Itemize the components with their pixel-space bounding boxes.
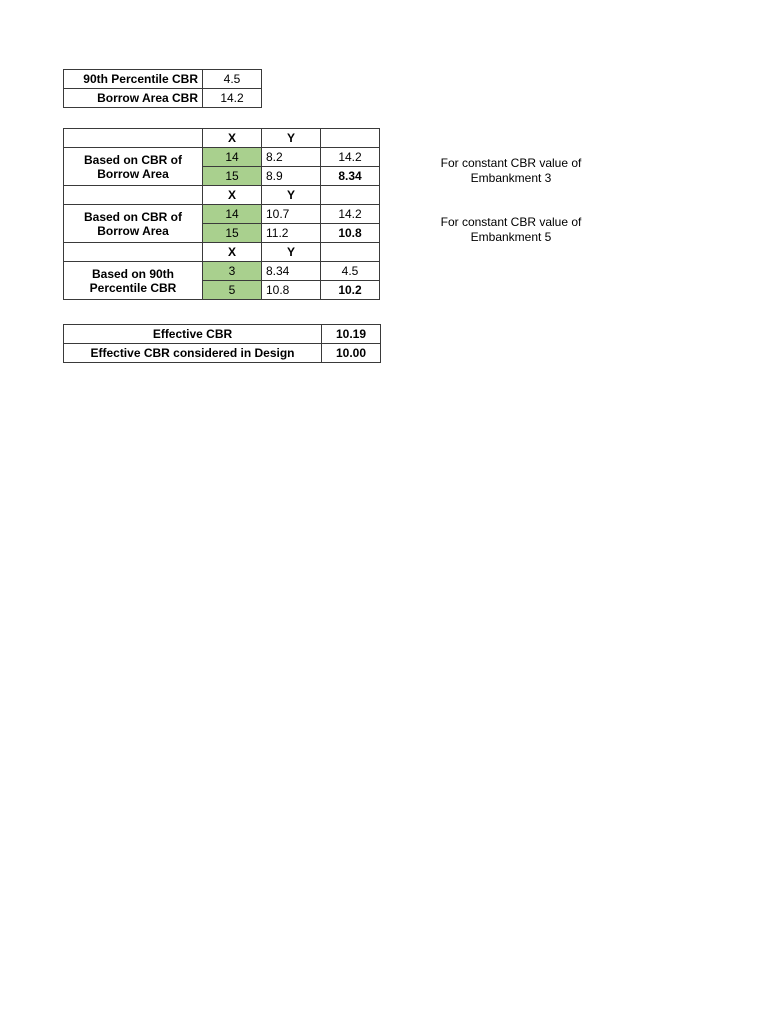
header-blank-cell[interactable] — [321, 186, 380, 205]
percentile-cbr-label[interactable]: 90th Percentile CBR — [64, 70, 203, 89]
x-value-cell[interactable]: 14 — [203, 148, 262, 167]
result-cell[interactable]: 4.5 — [321, 262, 380, 281]
block-1-header-row — [64, 129, 380, 148]
effective-cbr-table — [63, 324, 381, 363]
result-cell[interactable]: 10.8 — [321, 224, 380, 243]
design-cbr-label[interactable]: Effective CBR considered in Design — [64, 344, 322, 363]
result-cell[interactable]: 10.2 — [321, 281, 380, 300]
x-value-cell[interactable]: 15 — [203, 167, 262, 186]
y-value-cell[interactable]: 10.8 — [262, 281, 321, 300]
header-x[interactable]: X — [203, 129, 262, 148]
header-blank-cell[interactable] — [321, 243, 380, 262]
x-value-cell[interactable]: 5 — [203, 281, 262, 300]
borrow-area-cbr-label[interactable]: Borrow Area CBR — [64, 89, 203, 108]
y-value-cell[interactable]: 8.2 — [262, 148, 321, 167]
block-2-header-row — [64, 186, 380, 205]
x-value-cell[interactable]: 15 — [203, 224, 262, 243]
result-cell[interactable]: 14.2 — [321, 148, 380, 167]
design-cbr-row — [64, 344, 381, 363]
header-y[interactable]: Y — [262, 129, 321, 148]
block-label[interactable]: Based on CBR of Borrow Area — [64, 205, 203, 243]
header-y[interactable]: Y — [262, 186, 321, 205]
y-value-cell[interactable]: 10.7 — [262, 205, 321, 224]
header-x[interactable]: X — [203, 243, 262, 262]
borrow-area-cbr-value[interactable]: 14.2 — [203, 89, 262, 108]
x-value-cell[interactable]: 3 — [203, 262, 262, 281]
percentile-cbr-value[interactable]: 4.5 — [203, 70, 262, 89]
block-1-row-1 — [64, 148, 380, 167]
borrow-area-cbr-row — [64, 89, 262, 108]
header-y[interactable]: Y — [262, 243, 321, 262]
header-blank-cell[interactable] — [64, 243, 203, 262]
interpolation-table — [63, 128, 380, 300]
design-cbr-value[interactable]: 10.00 — [322, 344, 381, 363]
embankment-3-note: For constant CBR value of Embankment 3 — [440, 156, 582, 185]
percentile-cbr-row — [64, 70, 262, 89]
y-value-cell[interactable]: 11.2 — [262, 224, 321, 243]
header-blank-cell[interactable] — [64, 186, 203, 205]
result-cell[interactable]: 8.34 — [321, 167, 380, 186]
effective-cbr-value[interactable]: 10.19 — [322, 325, 381, 344]
embankment-5-note: For constant CBR value of Embankment 5 — [440, 215, 582, 244]
header-blank-cell[interactable] — [64, 129, 203, 148]
header-blank-cell[interactable] — [321, 129, 380, 148]
block-3-header-row — [64, 243, 380, 262]
header-x[interactable]: X — [203, 186, 262, 205]
effective-cbr-label[interactable]: Effective CBR — [64, 325, 322, 344]
block-label[interactable]: Based on CBR of Borrow Area — [64, 148, 203, 186]
x-value-cell[interactable]: 14 — [203, 205, 262, 224]
effective-cbr-row — [64, 325, 381, 344]
summary-table — [63, 69, 262, 108]
block-3-row-1 — [64, 262, 380, 281]
y-value-cell[interactable]: 8.34 — [262, 262, 321, 281]
block-label[interactable]: Based on 90th Percentile CBR — [64, 262, 203, 300]
block-2-row-1 — [64, 205, 380, 224]
y-value-cell[interactable]: 8.9 — [262, 167, 321, 186]
result-cell[interactable]: 14.2 — [321, 205, 380, 224]
